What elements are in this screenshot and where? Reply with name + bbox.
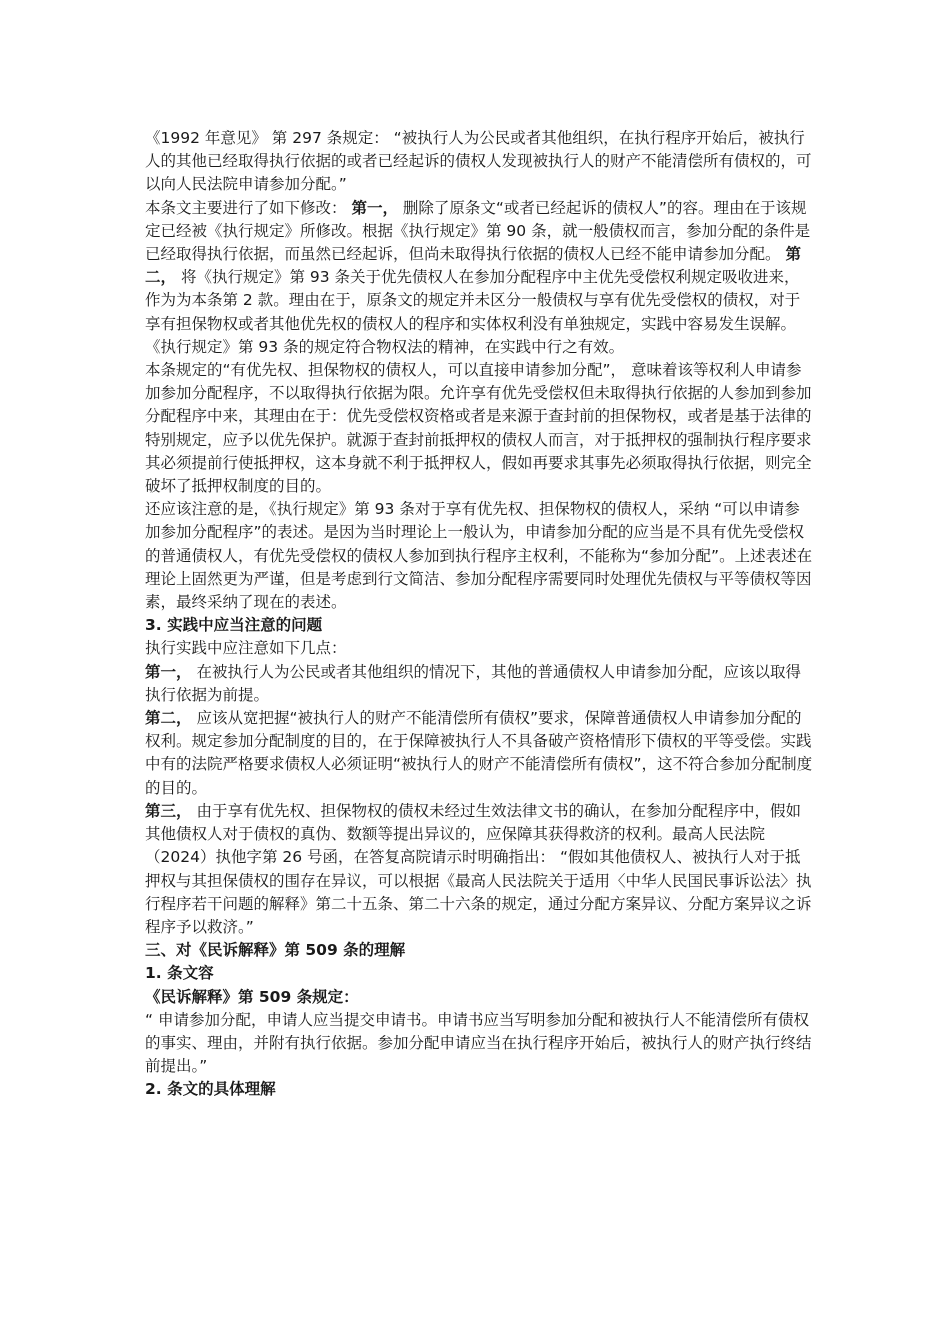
text-segment: 执行实践中应注意如下几点： bbox=[145, 639, 347, 658]
text-segment: 《1992 年意见》 第 297 条规定： “被执行人为公民或者其他组织，在执行程序开始后，被执行人的其他已经取得执行依据的或者已经起诉的债权人发现被执行人的财产不能清偿所有债权的，可以向人民法院申请参加分配。” bbox=[145, 129, 812, 194]
paragraph bbox=[145, 1009, 813, 1079]
document-page bbox=[145, 127, 813, 1102]
bold-text: 《民诉解释》第 509 条规定： bbox=[145, 987, 359, 1006]
bold-text: 第二， bbox=[145, 245, 801, 287]
paragraph bbox=[145, 637, 813, 660]
text-segment: 由于享有优先权、担保物权的债权未经过生效法律文书的确认，在参加分配程序中，假如其他债权人对于债权的真伪、数额等提出异议的，应保障其获得救济的权利。最高人民法院（2024）执他字第 26 号函，在答复高院请示时明确指出： “假如其他债权人、被执行人对于抵押权与其担保债权的围存在异议，可以根据《最高人民法院关于适用〈中华人民国民事诉讼法〉执行程序若干问题的解释》第二十五条、第二十六条的规定，通过分配方案异议、分配方案异议之诉程序予以救济。” bbox=[145, 801, 812, 936]
paragraph bbox=[145, 127, 813, 197]
text-segment: “ 申请参加分配，申请人应当提交申请书。申请书应当写明参加分配和被执行人不能清偿所有债权的事实、理由，并附有执行依据。参加分配申请应当在执行程序开始后，被执行人的财产执行终结前提出。” bbox=[145, 1010, 812, 1076]
bold-text: 3. 实践中应当注意的问题 bbox=[145, 616, 323, 635]
paragraph bbox=[145, 1078, 813, 1101]
text-segment: 删除了原条文“或者已经起诉的债权人”的容。理由在于该规定已经被《执行规定》所修改。根据《执行规定》第 90 条，就一般债权而言，参加分配的条件是已经取得执行依据，而虽然已经起诉，但尚未取得执行依据的债权人已经不能申请参加分配。 bbox=[145, 198, 811, 264]
paragraph bbox=[145, 962, 813, 985]
bold-text: 第二， bbox=[145, 709, 192, 728]
bold-text: 2. 条文的具体理解 bbox=[145, 1080, 276, 1099]
paragraph bbox=[145, 707, 813, 800]
bold-text: 第一， bbox=[351, 198, 398, 217]
paragraph bbox=[145, 498, 813, 614]
bold-text: 三、对《民诉解释》第 509 条的理解 bbox=[145, 941, 406, 960]
bold-text: 第一， bbox=[145, 662, 192, 681]
text-segment: 还应该注意的是，《执行规定》第 93 条对于享有优先权、担保物权的债权人，采纳 “可以申请参加参加分配程序”的表述。是因为当时理论上一般认为，申请参加分配的应当是不具有优先受偿权的普通债权人，有优先受偿权的债权人参加到执行程序主权利，不能称为“参加分配”。上述表述在理论上固然更为严谨，但是考虑到行文简洁、参加分配程序需要同时处理优先债权与平等债权等因素，最终采纳了现在的表述。 bbox=[145, 500, 813, 612]
paragraph bbox=[145, 939, 813, 962]
paragraph bbox=[145, 197, 813, 359]
bold-text: 1. 条文容 bbox=[145, 964, 214, 983]
text-segment: 本条规定的“有优先权、担保物权的债权人，可以直接申请参加分配”， 意味着该等权利人申请参加参加分配程序，不以取得执行依据为限。允许享有优先受偿权但未取得执行依据的人参加到参加分配程序中来，其理由在于：优先受偿权资格或者是来源于查封前的担保物权，或者是基于法律的特别规定，应予以优先保护。就源于查封前抵押权的债权人而言，对于抵押权的强制执行程序要求其必须提前行使抵押权，这本身就不利于抵押权人，假如再要求其事先必须取得执行依据，则完全破坏了抵押权制度的目的。 bbox=[145, 361, 812, 496]
paragraph bbox=[145, 661, 813, 707]
text-segment: 本条文主要进行了如下修改： bbox=[145, 198, 352, 217]
paragraph bbox=[145, 359, 813, 498]
paragraph bbox=[145, 614, 813, 637]
paragraph bbox=[145, 986, 813, 1009]
text-segment: 应该从宽把握“被执行人的财产不能清偿所有债权”要求，保障普通债权人申请参加分配的权利。规定参加分配制度的目的，在于保障被执行人不具备破产资格情形下债权的平等受偿。实践中有的法院严格要求债权人必须证明“被执行人的财产不能清偿所有债权”，这不符合参加分配制度的目的。 bbox=[145, 709, 813, 797]
text-segment: 在被执行人为公民或者其他组织的情况下，其他的普通债权人申请参加分配，应该以取得执行依据为前提。 bbox=[145, 662, 801, 704]
bold-text: 第三， bbox=[145, 801, 192, 820]
text-segment: 将《执行规定》第 93 条关于优先债权人在参加分配程序中主优先受偿权利规定吸收进来，作为为本条第 2 款。理由在于，原条文的规定并未区分一般债权与享有优先受偿权的债权，对于享有担保物权或者其他优先权的债权人的程序和实体权利没有单独规定，实践中容易发生误解。《执行规定》第 93 条的规定符合物权法的精神，在实践中行之有效。 bbox=[145, 268, 801, 356]
paragraph bbox=[145, 800, 813, 939]
